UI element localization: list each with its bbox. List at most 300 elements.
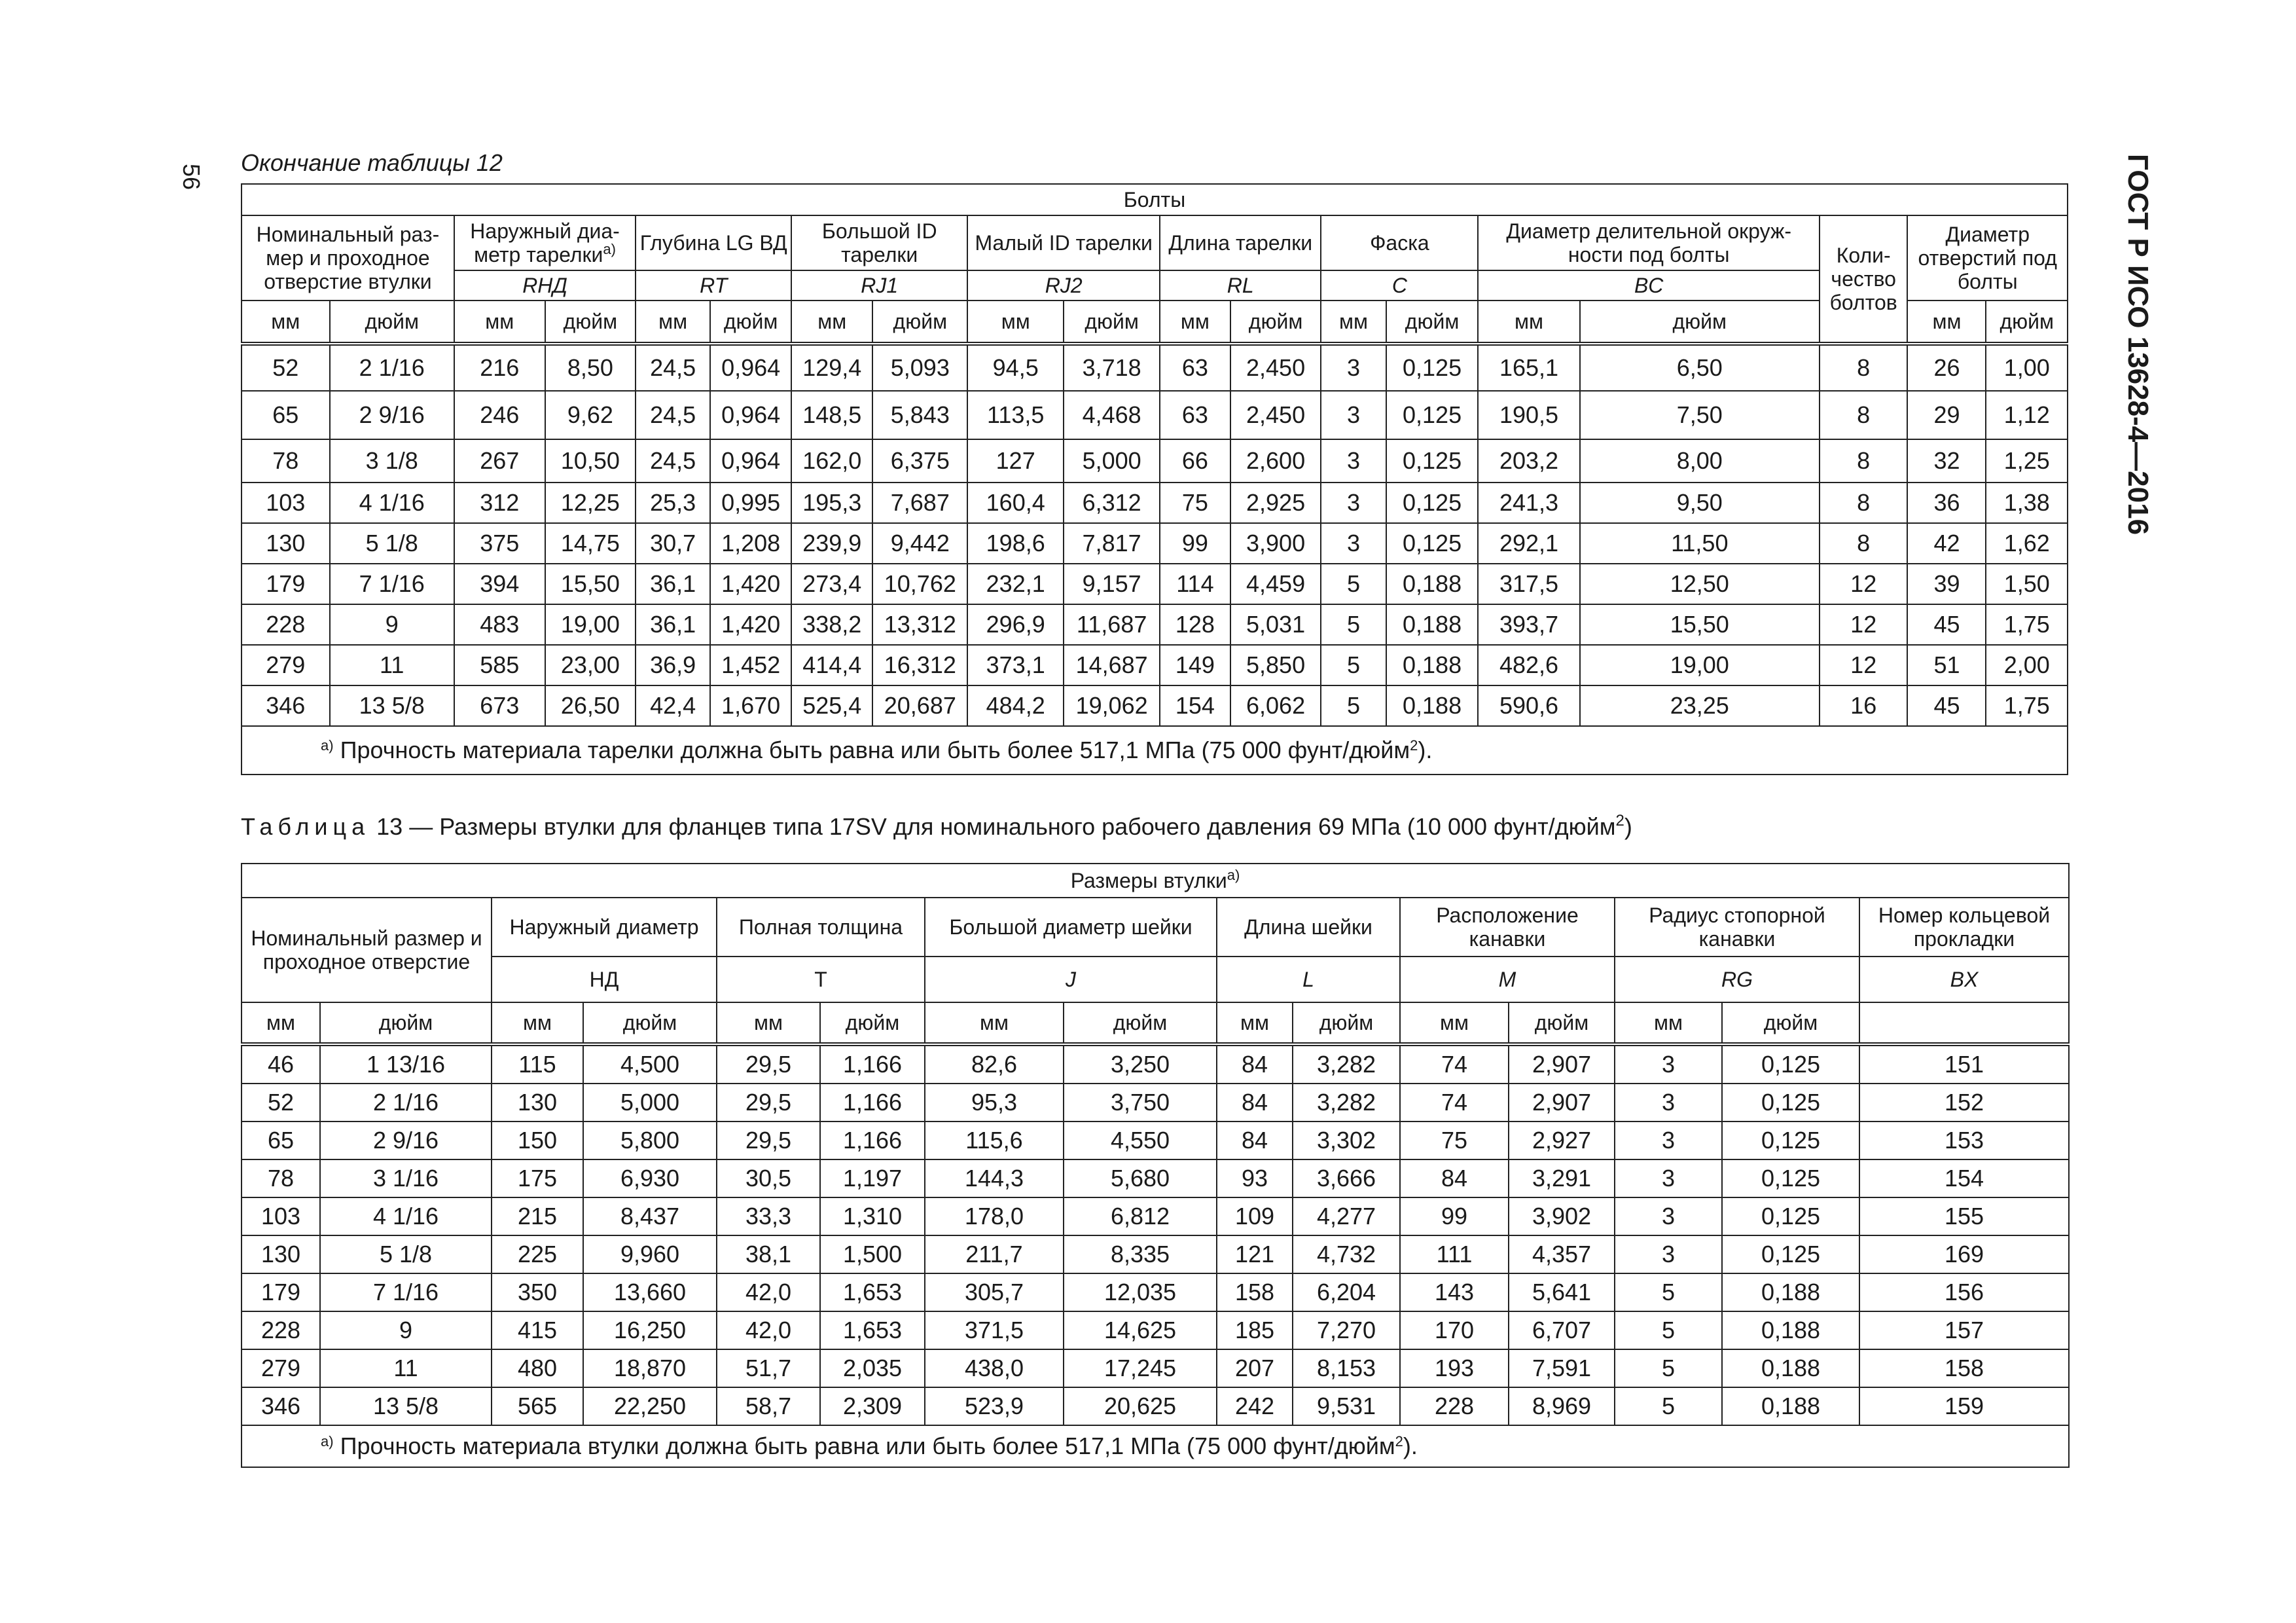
table-cell: 10,50 <box>545 439 636 483</box>
table-cell: 16,250 <box>583 1311 717 1349</box>
unit-mm: мм <box>791 301 872 344</box>
table-cell: 5,800 <box>583 1122 717 1159</box>
table-cell: 1,653 <box>820 1273 925 1311</box>
table-row <box>242 1387 2069 1425</box>
table-cell: 12 <box>1820 564 1908 604</box>
table-cell: 42 <box>1907 523 1986 564</box>
table-cell: 0,125 <box>1722 1235 1859 1273</box>
table-cell: 154 <box>1859 1159 2069 1197</box>
table-cell: 115,6 <box>925 1122 1064 1159</box>
table-cell: 0,125 <box>1722 1084 1859 1122</box>
table-cell: 0,188 <box>1386 645 1479 685</box>
unit-mm: мм <box>242 301 330 344</box>
table-row <box>242 1122 2069 1159</box>
table-cell: 66 <box>1160 439 1230 483</box>
table-cell: 42,4 <box>636 685 710 726</box>
table-cell: 2 9/16 <box>320 1122 492 1159</box>
table-cell: 78 <box>242 439 330 483</box>
table-cell: 0,125 <box>1386 391 1479 439</box>
table-cell: 242 <box>1217 1387 1293 1425</box>
table-cell: 5 <box>1321 685 1386 726</box>
col-depth: Глубина LG ВД <box>636 215 791 270</box>
table-row <box>242 1311 2069 1349</box>
table-cell: 13,660 <box>583 1273 717 1311</box>
table-cell: 156 <box>1859 1273 2069 1311</box>
table-12 <box>241 183 2068 775</box>
table-cell: 36,1 <box>636 604 710 645</box>
table-cell: 4,357 <box>1509 1235 1615 1273</box>
table-cell: 12 <box>1820 604 1908 645</box>
table-cell: 216 <box>454 344 545 391</box>
table-cell: 29,5 <box>717 1044 820 1084</box>
table-row <box>242 439 2068 483</box>
table-cell: 215 <box>492 1197 583 1235</box>
table-cell: 24,5 <box>636 439 710 483</box>
table-cell: 8 <box>1820 483 1908 523</box>
table-cell: 8,153 <box>1293 1349 1400 1387</box>
col-outer-diameter: Наружный диа-метр тарелки$^{a)}$ <box>454 215 636 270</box>
table-cell: 565 <box>492 1387 583 1425</box>
table-cell: 480 <box>492 1349 583 1387</box>
table-cell: 150 <box>492 1122 583 1159</box>
table-cell: 3,750 <box>1064 1084 1217 1122</box>
table-cell: 94,5 <box>967 344 1064 391</box>
table-cell: 4,459 <box>1230 564 1321 604</box>
table-cell: 4,500 <box>583 1044 717 1084</box>
table-cell: 1,420 <box>710 604 791 645</box>
table-cell: 19,00 <box>545 604 636 645</box>
table-cell: 207 <box>1217 1349 1293 1387</box>
table-cell: 1,12 <box>1986 391 2068 439</box>
table-cell: 128 <box>1160 604 1230 645</box>
table-cell: 13,312 <box>872 604 967 645</box>
table-cell: 11,687 <box>1064 604 1160 645</box>
table-cell: 211,7 <box>925 1235 1064 1273</box>
table-cell: 39 <box>1907 564 1986 604</box>
table-cell: 52 <box>242 344 330 391</box>
table-cell: 8,50 <box>545 344 636 391</box>
table-cell: 151 <box>1859 1044 2069 1084</box>
table-cell: 3,291 <box>1509 1159 1615 1197</box>
table-cell: 292,1 <box>1478 523 1579 564</box>
sym-bx: BX <box>1859 957 2069 1002</box>
table-cell: 65 <box>242 1122 320 1159</box>
table-cell: 2,450 <box>1230 344 1321 391</box>
table-cell: 8 <box>1820 391 1908 439</box>
table-cell: 1,653 <box>820 1311 925 1349</box>
table-cell: 15,50 <box>1580 604 1820 645</box>
table-cell: 393,7 <box>1478 604 1579 645</box>
table-cell: 6,312 <box>1064 483 1160 523</box>
table-cell: 7,687 <box>872 483 967 523</box>
table-cell: 375 <box>454 523 545 564</box>
table-cell: 3,302 <box>1293 1122 1400 1159</box>
unit-mm: мм <box>1160 301 1230 344</box>
table-cell: 3 <box>1321 391 1386 439</box>
table-cell: 111 <box>1400 1235 1509 1273</box>
table-cell: 1,75 <box>1986 685 2068 726</box>
sym-j: J <box>925 957 1217 1002</box>
table-cell: 45 <box>1907 604 1986 645</box>
col-length: Длина тарелки <box>1160 215 1321 270</box>
table-cell: 130 <box>242 523 330 564</box>
table-cell: 152 <box>1859 1084 2069 1122</box>
table-row <box>242 344 2068 391</box>
table-cell: 5 <box>1615 1311 1722 1349</box>
table-cell: 29,5 <box>717 1122 820 1159</box>
table-cell: 5,850 <box>1230 645 1321 685</box>
table-cell: 20,625 <box>1064 1387 1217 1425</box>
table-cell: 7,817 <box>1064 523 1160 564</box>
table-cell: 6,062 <box>1230 685 1321 726</box>
table-cell: 36,9 <box>636 645 710 685</box>
page-number: 56 <box>178 164 205 191</box>
table-cell: 130 <box>492 1084 583 1122</box>
table-cell: 29 <box>1907 391 1986 439</box>
table-row <box>242 1349 2069 1387</box>
table-cell: 51,7 <box>717 1349 820 1387</box>
table-cell: 5 <box>1321 564 1386 604</box>
table-cell: 1,166 <box>820 1044 925 1084</box>
table-cell: 7,270 <box>1293 1311 1400 1349</box>
table-cell: 16,312 <box>872 645 967 685</box>
table-cell: 9,62 <box>545 391 636 439</box>
table-cell: 3 <box>1615 1197 1722 1235</box>
table-cell: 2,925 <box>1230 483 1321 523</box>
table-cell: 18,870 <box>583 1349 717 1387</box>
table-cell: 84 <box>1217 1044 1293 1084</box>
unit-inch: дюйм <box>583 1002 717 1044</box>
table-cell: 312 <box>454 483 545 523</box>
table-cell: 95,3 <box>925 1084 1064 1122</box>
table-cell: 5 <box>1321 604 1386 645</box>
table-cell: 24,5 <box>636 391 710 439</box>
sym-m: M <box>1400 957 1615 1002</box>
table-cell: 115 <box>492 1044 583 1084</box>
table-cell: 228 <box>242 1311 320 1349</box>
table-cell: 11,50 <box>1580 523 1820 564</box>
table-cell: 46 <box>242 1044 320 1084</box>
table-cell: 0,995 <box>710 483 791 523</box>
table-cell: 159 <box>1859 1387 2069 1425</box>
table-cell: 36 <box>1907 483 1986 523</box>
unit-empty <box>1859 1002 2069 1044</box>
table-cell: 2,600 <box>1230 439 1321 483</box>
table-cell: 0,964 <box>710 439 791 483</box>
unit-inch: дюйм <box>1230 301 1321 344</box>
table-cell: 29,5 <box>717 1084 820 1122</box>
table-cell: 170 <box>1400 1311 1509 1349</box>
table-13 <box>241 863 2070 1468</box>
table-cell: 296,9 <box>967 604 1064 645</box>
col-groove-radius: Радиус стопорной канавки <box>1615 898 1859 957</box>
table-cell: 0,188 <box>1722 1349 1859 1387</box>
sym-c: C <box>1321 270 1478 301</box>
table-cell: 169 <box>1859 1235 2069 1273</box>
table-cell: 30,7 <box>636 523 710 564</box>
unit-inch: дюйм <box>1722 1002 1859 1044</box>
table-cell: 7 1/16 <box>320 1273 492 1311</box>
table-cell: 78 <box>242 1159 320 1197</box>
table-cell: 2,00 <box>1986 645 2068 685</box>
table-cell: 1,500 <box>820 1235 925 1273</box>
table-cell: 3 <box>1321 483 1386 523</box>
table-cell: 103 <box>242 1197 320 1235</box>
unit-inch: дюйм <box>545 301 636 344</box>
table-cell: 0,125 <box>1722 1159 1859 1197</box>
table-cell: 3,666 <box>1293 1159 1400 1197</box>
table-cell: 74 <box>1400 1084 1509 1122</box>
table-cell: 14,75 <box>545 523 636 564</box>
table12-body <box>242 344 2068 726</box>
sym-rg: RG <box>1615 957 1859 1002</box>
table-cell: 8,437 <box>583 1197 717 1235</box>
table12-continuation-title: Окончание таблицы 12 <box>241 149 503 176</box>
table-cell: 228 <box>1400 1387 1509 1425</box>
table-cell: 153 <box>1859 1122 2069 1159</box>
table-cell: 1,310 <box>820 1197 925 1235</box>
table-cell: 5,843 <box>872 391 967 439</box>
table-cell: 2,927 <box>1509 1122 1615 1159</box>
table-cell: 93 <box>1217 1159 1293 1197</box>
table-cell: 84 <box>1217 1084 1293 1122</box>
col-nominal-size: Номинальный раз-мер и проходное отверстие втулки <box>242 215 454 301</box>
table-cell: 38,1 <box>717 1235 820 1273</box>
table-cell: 0,188 <box>1722 1387 1859 1425</box>
table12-footnote: $^{a)}$ Прочность материала тарелки должна быть равна или быть более 517,1 МПа (75 000 фунт/дюйм$^2$). <box>242 726 2068 775</box>
table-cell: 15,50 <box>545 564 636 604</box>
table-cell: 6,930 <box>583 1159 717 1197</box>
unit-mm: мм <box>636 301 710 344</box>
table-cell: 338,2 <box>791 604 872 645</box>
table-cell: 26 <box>1907 344 1986 391</box>
table-cell: 279 <box>242 1349 320 1387</box>
unit-inch: дюйм <box>820 1002 925 1044</box>
table-cell: 0,125 <box>1386 439 1479 483</box>
table-cell: 9 <box>330 604 454 645</box>
unit-mm: мм <box>1615 1002 1722 1044</box>
table-cell: 2,309 <box>820 1387 925 1425</box>
table-cell: 74 <box>1400 1044 1509 1084</box>
table-cell: 42,0 <box>717 1311 820 1349</box>
table-cell: 1,197 <box>820 1159 925 1197</box>
table-cell: 350 <box>492 1273 583 1311</box>
table-cell: 2 9/16 <box>330 391 454 439</box>
table-cell: 317,5 <box>1478 564 1579 604</box>
table-cell: 45 <box>1907 685 1986 726</box>
table-cell: 63 <box>1160 344 1230 391</box>
table-cell: 144,3 <box>925 1159 1064 1197</box>
table-cell: 4,468 <box>1064 391 1160 439</box>
table-cell: 373,1 <box>967 645 1064 685</box>
table-cell: 8,335 <box>1064 1235 1217 1273</box>
table-row <box>242 391 2068 439</box>
table-cell: 143 <box>1400 1273 1509 1311</box>
table-cell: 158 <box>1217 1273 1293 1311</box>
table-cell: 22,250 <box>583 1387 717 1425</box>
table-cell: 3,282 <box>1293 1044 1400 1084</box>
table-cell: 9 <box>320 1311 492 1349</box>
col-small-id: Малый ID тарелки <box>967 215 1160 270</box>
hub-dimensions-group-header: Размеры втулки$^{a)}$ <box>242 864 2069 898</box>
unit-mm: мм <box>1321 301 1386 344</box>
table-cell: 1,208 <box>710 523 791 564</box>
table-cell: 5,000 <box>1064 439 1160 483</box>
table-cell: 590,6 <box>1478 685 1579 726</box>
standard-code: ГОСТ Р ИСО 13628-4—2016 <box>2122 154 2154 536</box>
table-cell: 155 <box>1859 1197 2069 1235</box>
table-cell: 19,062 <box>1064 685 1160 726</box>
table-cell: 148,5 <box>791 391 872 439</box>
table-cell: 1,166 <box>820 1084 925 1122</box>
table-cell: 8,969 <box>1509 1387 1615 1425</box>
table-cell: 30,5 <box>717 1159 820 1197</box>
table-cell: 6,375 <box>872 439 967 483</box>
col-bolt-hole: Диаметр отверстий под болты <box>1907 215 2068 301</box>
table-cell: 51 <box>1907 645 1986 685</box>
col-neck-diameter: Большой диаметр шейки <box>925 898 1217 957</box>
table-cell: 179 <box>242 1273 320 1311</box>
table-cell: 305,7 <box>925 1273 1064 1311</box>
table-cell: 346 <box>242 1387 320 1425</box>
sym-nd: НД <box>492 957 717 1002</box>
table-cell: 32 <box>1907 439 1986 483</box>
table-cell: 5,031 <box>1230 604 1321 645</box>
unit-inch: дюйм <box>1293 1002 1400 1044</box>
table-cell: 1,38 <box>1986 483 2068 523</box>
table-cell: 11 <box>320 1349 492 1387</box>
table-cell: 11 <box>330 645 454 685</box>
table-cell: 149 <box>1160 645 1230 685</box>
table-cell: 3 <box>1321 344 1386 391</box>
table-cell: 198,6 <box>967 523 1064 564</box>
sym-rj2: RJ2 <box>967 270 1160 301</box>
table-cell: 1,75 <box>1986 604 2068 645</box>
table-cell: 109 <box>1217 1197 1293 1235</box>
table-cell: 225 <box>492 1235 583 1273</box>
table-cell: 239,9 <box>791 523 872 564</box>
table-cell: 1,62 <box>1986 523 2068 564</box>
table-cell: 5,000 <box>583 1084 717 1122</box>
table-cell: 0,125 <box>1722 1044 1859 1084</box>
table-cell: 113,5 <box>967 391 1064 439</box>
table-cell: 162,0 <box>791 439 872 483</box>
sym-rl: RL <box>1160 270 1321 301</box>
sym-t: T <box>717 957 925 1002</box>
table-row <box>242 483 2068 523</box>
table-cell: 99 <box>1160 523 1230 564</box>
table-cell: 6,707 <box>1509 1311 1615 1349</box>
table-cell: 246 <box>454 391 545 439</box>
table13-footnote: $^{a)}$ Прочность материала втулки должна быть равна или быть более 517,1 МПа (75 000 фунт/дюйм$^2$). <box>242 1425 2069 1467</box>
table-row <box>242 645 2068 685</box>
table-cell: 0,188 <box>1722 1311 1859 1349</box>
sym-rt: RT <box>636 270 791 301</box>
table-cell: 3 <box>1321 523 1386 564</box>
table-cell: 8,00 <box>1580 439 1820 483</box>
table-cell: 6,204 <box>1293 1273 1400 1311</box>
table-cell: 585 <box>454 645 545 685</box>
table-cell: 127 <box>967 439 1064 483</box>
table-cell: 0,125 <box>1722 1197 1859 1235</box>
table-cell: 26,50 <box>545 685 636 726</box>
table-cell: 3,282 <box>1293 1084 1400 1122</box>
table-cell: 75 <box>1400 1122 1509 1159</box>
table-cell: 5,641 <box>1509 1273 1615 1311</box>
table-cell: 371,5 <box>925 1311 1064 1349</box>
table-cell: 6,812 <box>1064 1197 1217 1235</box>
table-cell: 5 <box>1615 1387 1722 1425</box>
table-cell: 121 <box>1217 1235 1293 1273</box>
table-cell: 23,25 <box>1580 685 1820 726</box>
table-cell: 157 <box>1859 1311 2069 1349</box>
table-cell: 179 <box>242 564 330 604</box>
table-cell: 84 <box>1400 1159 1509 1197</box>
table-cell: 273,4 <box>791 564 872 604</box>
table-cell: 0,125 <box>1386 344 1479 391</box>
table-cell: 0,125 <box>1386 483 1479 523</box>
col-bolt-circle: Диаметр делительной окруж-ности под болты <box>1478 215 1820 270</box>
table-cell: 14,625 <box>1064 1311 1217 1349</box>
table-cell: 3,718 <box>1064 344 1160 391</box>
table-cell: 482,6 <box>1478 645 1579 685</box>
table-cell: 4 1/16 <box>330 483 454 523</box>
unit-mm: мм <box>454 301 545 344</box>
table-cell: 3 1/16 <box>320 1159 492 1197</box>
col-chamfer: Фаска <box>1321 215 1478 270</box>
table-cell: 414,4 <box>791 645 872 685</box>
table-cell: 190,5 <box>1478 391 1579 439</box>
sym-rj1: RJ1 <box>791 270 967 301</box>
table-row <box>242 685 2068 726</box>
table-cell: 25,3 <box>636 483 710 523</box>
table-cell: 484,2 <box>967 685 1064 726</box>
table-cell: 7,50 <box>1580 391 1820 439</box>
table-cell: 5,680 <box>1064 1159 1217 1197</box>
table-cell: 523,9 <box>925 1387 1064 1425</box>
table-cell: 279 <box>242 645 330 685</box>
table-cell: 175 <box>492 1159 583 1197</box>
table-cell: 1,50 <box>1986 564 2068 604</box>
units-row <box>242 301 2068 344</box>
table-cell: 63 <box>1160 391 1230 439</box>
table-cell: 13 5/8 <box>330 685 454 726</box>
table-cell: 3 <box>1615 1044 1722 1084</box>
table-cell: 394 <box>454 564 545 604</box>
table-cell: 2,450 <box>1230 391 1321 439</box>
col-bolt-count: Коли-чество болтов <box>1820 215 1908 344</box>
sym-rnd: RНД <box>454 270 636 301</box>
table-cell: 1 13/16 <box>320 1044 492 1084</box>
table-cell: 12,50 <box>1580 564 1820 604</box>
table-cell: 2,035 <box>820 1349 925 1387</box>
table-cell: 3 <box>1615 1235 1722 1273</box>
table-cell: 9,531 <box>1293 1387 1400 1425</box>
table-cell: 75 <box>1160 483 1230 523</box>
col-neck-length: Длина шейки <box>1217 898 1400 957</box>
table-cell: 195,3 <box>791 483 872 523</box>
table-cell: 2 1/16 <box>330 344 454 391</box>
col-nominal-size: Номинальный размер и проходное отверстие <box>242 898 492 1002</box>
table-cell: 52 <box>242 1084 320 1122</box>
table-cell: 33,3 <box>717 1197 820 1235</box>
unit-inch: дюйм <box>1580 301 1820 344</box>
table-cell: 16 <box>1820 685 1908 726</box>
table-cell: 0,188 <box>1386 685 1479 726</box>
table-cell: 5 <box>1615 1273 1722 1311</box>
table-row <box>242 1084 2069 1122</box>
table-cell: 438,0 <box>925 1349 1064 1387</box>
